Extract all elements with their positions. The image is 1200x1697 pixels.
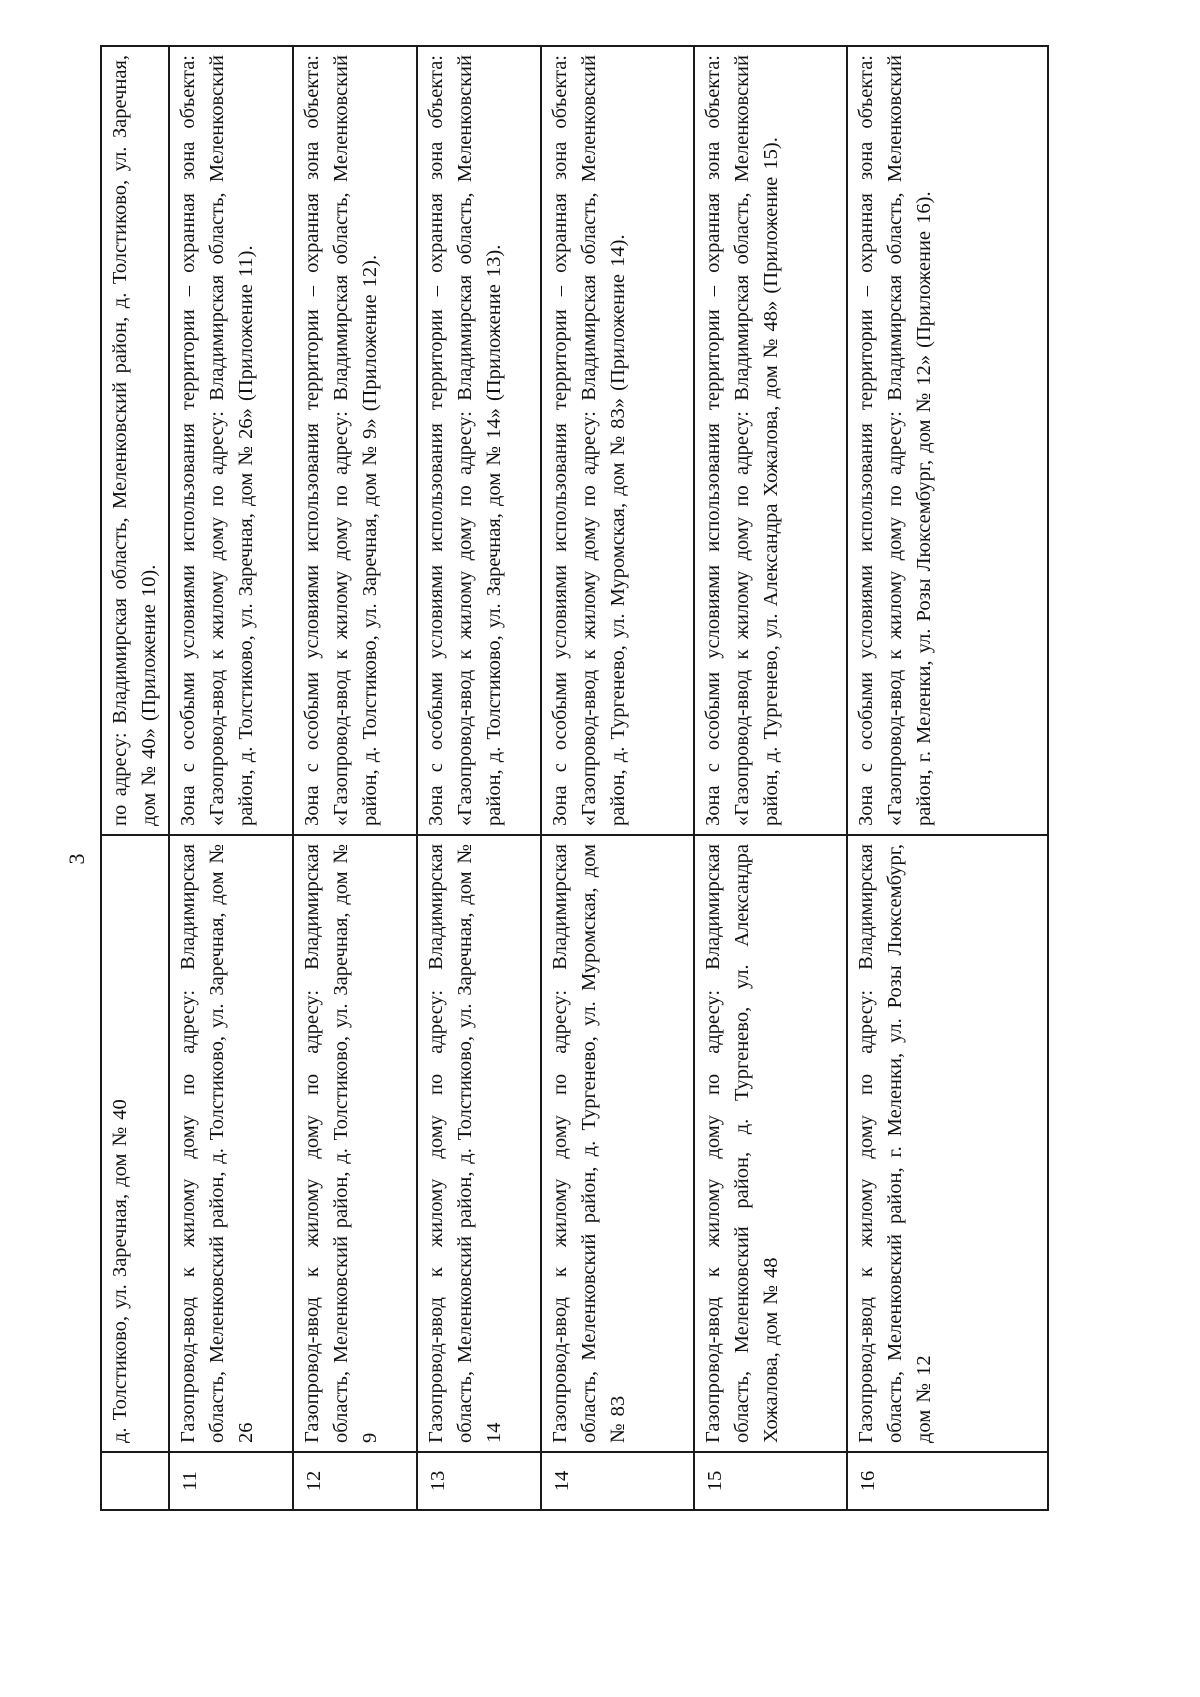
zone-cell: Зона с особыми условиями использования территории – охранная зона объекта: «Газопровод-ввод к жилому дому по адресу: Владимирская область, Меленковский район, д. Тургенево, ул. Муромская, дом № 83» (Приложение 14). [541,46,694,835]
table-row [101,46,169,1510]
object-cell: Газопровод-ввод к жилому дому по адресу: Владимирская область, Меленковский район, д. Толстиково, ул. Заречная, дом № 14 [417,835,541,1452]
object-cell: Газопровод-ввод к жилому дому по адресу: Владимирская область, Меленковский район, д. Толстиково, ул. Заречная, дом № 26 [169,835,293,1452]
object-cell: Газопровод-ввод к жилому дому по адресу: Владимирская область, Меленковский район, д. Толстиково, ул. Заречная, дом № 9 [293,835,417,1452]
page-number: 3 [64,853,89,865]
table-row [541,46,694,1510]
zone-cell: по адресу: Владимирская область, Меленковский район, д. Толстиково, ул. Заречная, дом № 40» (Приложение 10). [101,46,169,835]
object-cell: Газопровод-ввод к жилому дому по адресу: Владимирская область, Меленковский район, г. Меленки, ул. Розы Люксембург, дом № 12 [847,835,1048,1452]
table-row [293,46,417,1510]
row-number: 13 [417,1452,541,1510]
object-cell: Газопровод-ввод к жилому дому по адресу: Владимирская область, Меленковский район, д. Тургенево, ул. Александра Хожалова, дом № 48 [694,835,847,1452]
row-number: 14 [541,1452,694,1510]
rotated-table-container [100,47,1043,1511]
table-row [169,46,293,1510]
row-number: 12 [293,1452,417,1510]
zone-cell: Зона с особыми условиями использования территории – охранная зона объекта: «Газопровод-ввод к жилому дому по адресу: Владимирская область, Меленковский район, д. Толстиково, ул. Заречная, дом № 9» (Приложение 12). [293,46,417,835]
zone-cell: Зона с особыми условиями использования территории – охранная зона объекта: «Газопровод-ввод к жилому дому по адресу: Владимирская область, Меленковский район, г. Меленки, ул. Розы Люксембург, дом № 12» (Приложение 16). [847,46,1048,835]
row-number: 16 [847,1452,1048,1510]
zone-cell: Зона с особыми условиями использования территории – охранная зона объекта: «Газопровод-ввод к жилому дому по адресу: Владимирская область, Меленковский район, д. Толстиково, ул. Заречная, дом № 26» (Приложение 11). [169,46,293,835]
table-row [847,46,1048,1510]
row-number: 15 [694,1452,847,1510]
table-row [694,46,847,1510]
zone-cell: Зона с особыми условиями использования территории – охранная зона объекта: «Газопровод-ввод к жилому дому по адресу: Владимирская область, Меленковский район, д. Толстиково, ул. Заречная, дом № 14» (Приложение 13). [417,46,541,835]
row-number [101,1452,169,1510]
object-cell: д. Толстиково, ул. Заречная, дом № 40 [101,835,169,1452]
zone-cell: Зона с особыми условиями использования территории – охранная зона объекта: «Газопровод-ввод к жилому дому по адресу: Владимирская область, Меленковский район, д. Тургенево, ул. Александра Хожалова, дом № 48» (Приложение 15). [694,46,847,835]
object-cell: Газопровод-ввод к жилому дому по адресу: Владимирская область, Меленковский район, д. Тургенево, ул. Муромская, дом № 83 [541,835,694,1452]
table-row [417,46,541,1510]
row-number: 11 [169,1452,293,1510]
zones-table [100,45,1049,1511]
